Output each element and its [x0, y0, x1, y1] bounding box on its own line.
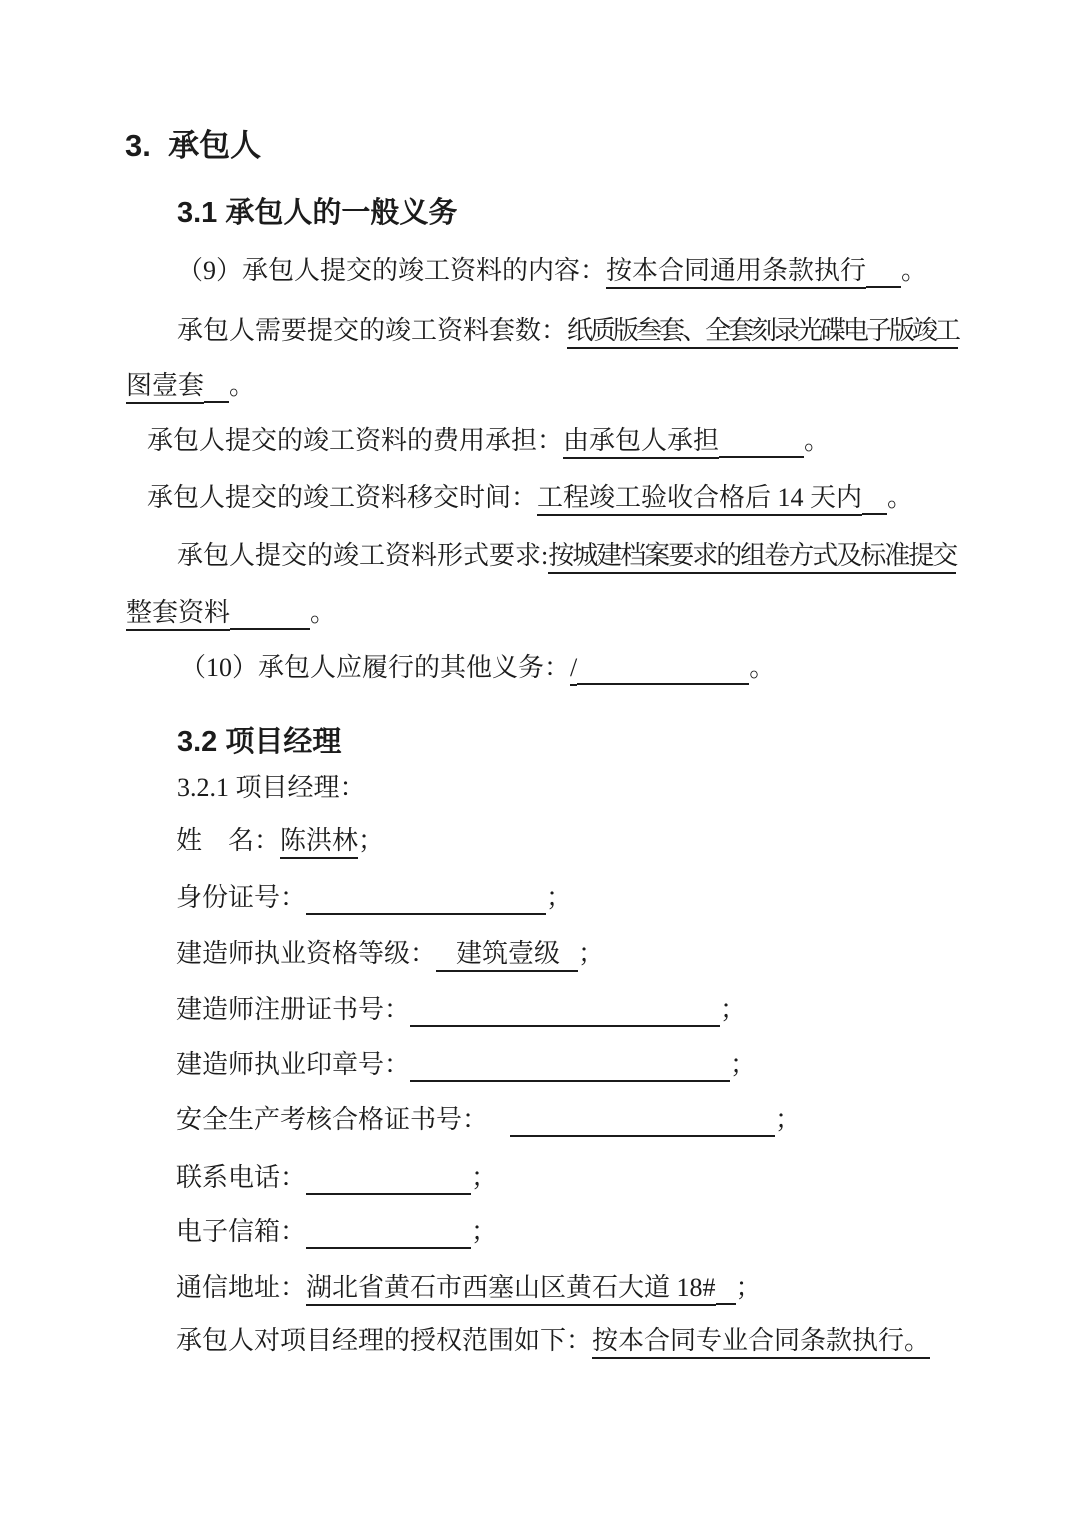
asbuilt-sets-blank-underline [204, 401, 229, 403]
asbuilt-cost-value: 由承包人承担 [563, 426, 719, 459]
manager-name-value: 陈洪林 [280, 826, 358, 859]
clause-10-blank-underline [577, 683, 749, 685]
asbuilt-handover-time-line [147, 478, 913, 518]
clause-9-blank-underline [866, 286, 901, 288]
clause-10-period: 。 [749, 653, 776, 682]
manager-grade-semicolon: ； [578, 939, 605, 968]
asbuilt-sets-value-wrap: 图壹套 [126, 371, 204, 404]
asbuilt-cost-blank-underline [719, 456, 804, 458]
manager-safety-cert-label: 安全生产考核合格证书号： [176, 1105, 489, 1134]
manager-safety-cert-blank-underline [510, 1135, 775, 1137]
asbuilt-sets-value: 纸质版叁套、全套刻录光碟电子版竣工 [567, 316, 958, 349]
manager-id-semicolon: ； [546, 883, 573, 912]
clause-9-asbuilt-content-line [177, 251, 927, 291]
asbuilt-format-line-2 [126, 593, 336, 633]
section-3-1-heading: 3.1 承包人的一般义务 [177, 197, 458, 229]
clause-10-other-duties-line [180, 648, 775, 688]
manager-name-semicolon: ； [358, 826, 385, 855]
manager-registration-semicolon: ； [720, 995, 747, 1024]
asbuilt-sets-period: 。 [229, 371, 256, 400]
manager-phone-line [176, 1158, 497, 1198]
asbuilt-handover-label: 承包人提交的竣工资料移交时间： [147, 483, 538, 512]
manager-grade-label: 建造师执业资格等级： [176, 939, 437, 968]
asbuilt-sets-line-1 [177, 311, 958, 351]
section-3-heading: 3. 承包人 [125, 128, 262, 163]
manager-phone-semicolon: ； [471, 1163, 498, 1192]
manager-registration-label: 建造师注册证书号： [176, 995, 411, 1024]
asbuilt-handover-period: 。 [887, 483, 914, 512]
asbuilt-format-label: 承包人提交的竣工资料形式要求: [177, 541, 549, 570]
clause-10-label: （10）承包人应履行的其他义务： [180, 653, 571, 682]
manager-email-line [176, 1212, 497, 1252]
asbuilt-handover-value: 工程竣工验收合格后 14 天内 [537, 483, 862, 516]
asbuilt-format-value-wrap: 整套资料 [126, 598, 230, 631]
manager-seal-label: 建造师执业印章号： [176, 1050, 411, 1079]
asbuilt-cost-label: 承包人提交的竣工资料的费用承担： [147, 426, 564, 455]
manager-phone-blank-underline [306, 1193, 471, 1195]
clause-10-value: / [570, 653, 577, 686]
clause-9-value: 按本合同通用条款执行 [606, 256, 866, 289]
manager-seal-no-line [176, 1045, 756, 1085]
manager-address-value: 湖北省黄石市西塞山区黄石大道 18# [306, 1273, 716, 1306]
asbuilt-format-line-1 [177, 536, 956, 576]
manager-phone-label: 联系电话： [176, 1163, 307, 1192]
manager-id-label: 身份证号： [176, 883, 307, 912]
manager-name-label: 姓 名： [176, 826, 281, 855]
manager-registration-no-line [176, 990, 746, 1030]
manager-email-semicolon: ； [471, 1217, 498, 1246]
manager-address-label: 通信地址： [176, 1273, 307, 1302]
asbuilt-sets-label: 承包人需要提交的竣工资料套数： [177, 316, 568, 345]
manager-safety-cert-semicolon: ； [775, 1105, 802, 1134]
manager-authorization-value: 按本合同专业合同条款执行。 [592, 1326, 930, 1359]
manager-registration-blank-underline [410, 1025, 720, 1027]
manager-seal-semicolon: ； [730, 1050, 757, 1079]
manager-id-line [176, 878, 572, 918]
manager-address-semicolon: ； [735, 1273, 762, 1302]
manager-authorization-label: 承包人对项目经理的授权范围如下： [176, 1326, 593, 1355]
manager-authorization-line [176, 1321, 930, 1361]
asbuilt-sets-line-2 [126, 366, 255, 406]
asbuilt-format-value: 按城建档案要求的组卷方式及标准提交 [548, 541, 956, 574]
section-3-2-1-line: 3.2.1 项目经理： [177, 773, 366, 802]
manager-id-blank-underline [306, 913, 546, 915]
clause-9-period: 。 [901, 256, 928, 285]
asbuilt-cost-period: 。 [804, 426, 831, 455]
section-3-2-heading: 3.2 项目经理 [177, 726, 342, 758]
manager-seal-blank-underline [410, 1080, 730, 1082]
manager-email-blank-underline [306, 1247, 471, 1249]
asbuilt-format-period: 。 [310, 598, 337, 627]
manager-address-line [176, 1268, 762, 1308]
manager-address-blank-underline [716, 1303, 736, 1305]
manager-grade-value: 建筑壹级 [436, 939, 578, 972]
asbuilt-handover-blank-underline [862, 513, 887, 515]
manager-grade-line [176, 934, 604, 974]
manager-safety-cert-line [176, 1100, 801, 1140]
manager-name-line [176, 821, 384, 861]
manager-email-label: 电子信箱： [176, 1217, 307, 1246]
clause-9-label: （9）承包人提交的竣工资料的内容： [177, 256, 607, 285]
asbuilt-format-blank-underline [230, 628, 310, 630]
asbuilt-cost-line [147, 421, 830, 461]
